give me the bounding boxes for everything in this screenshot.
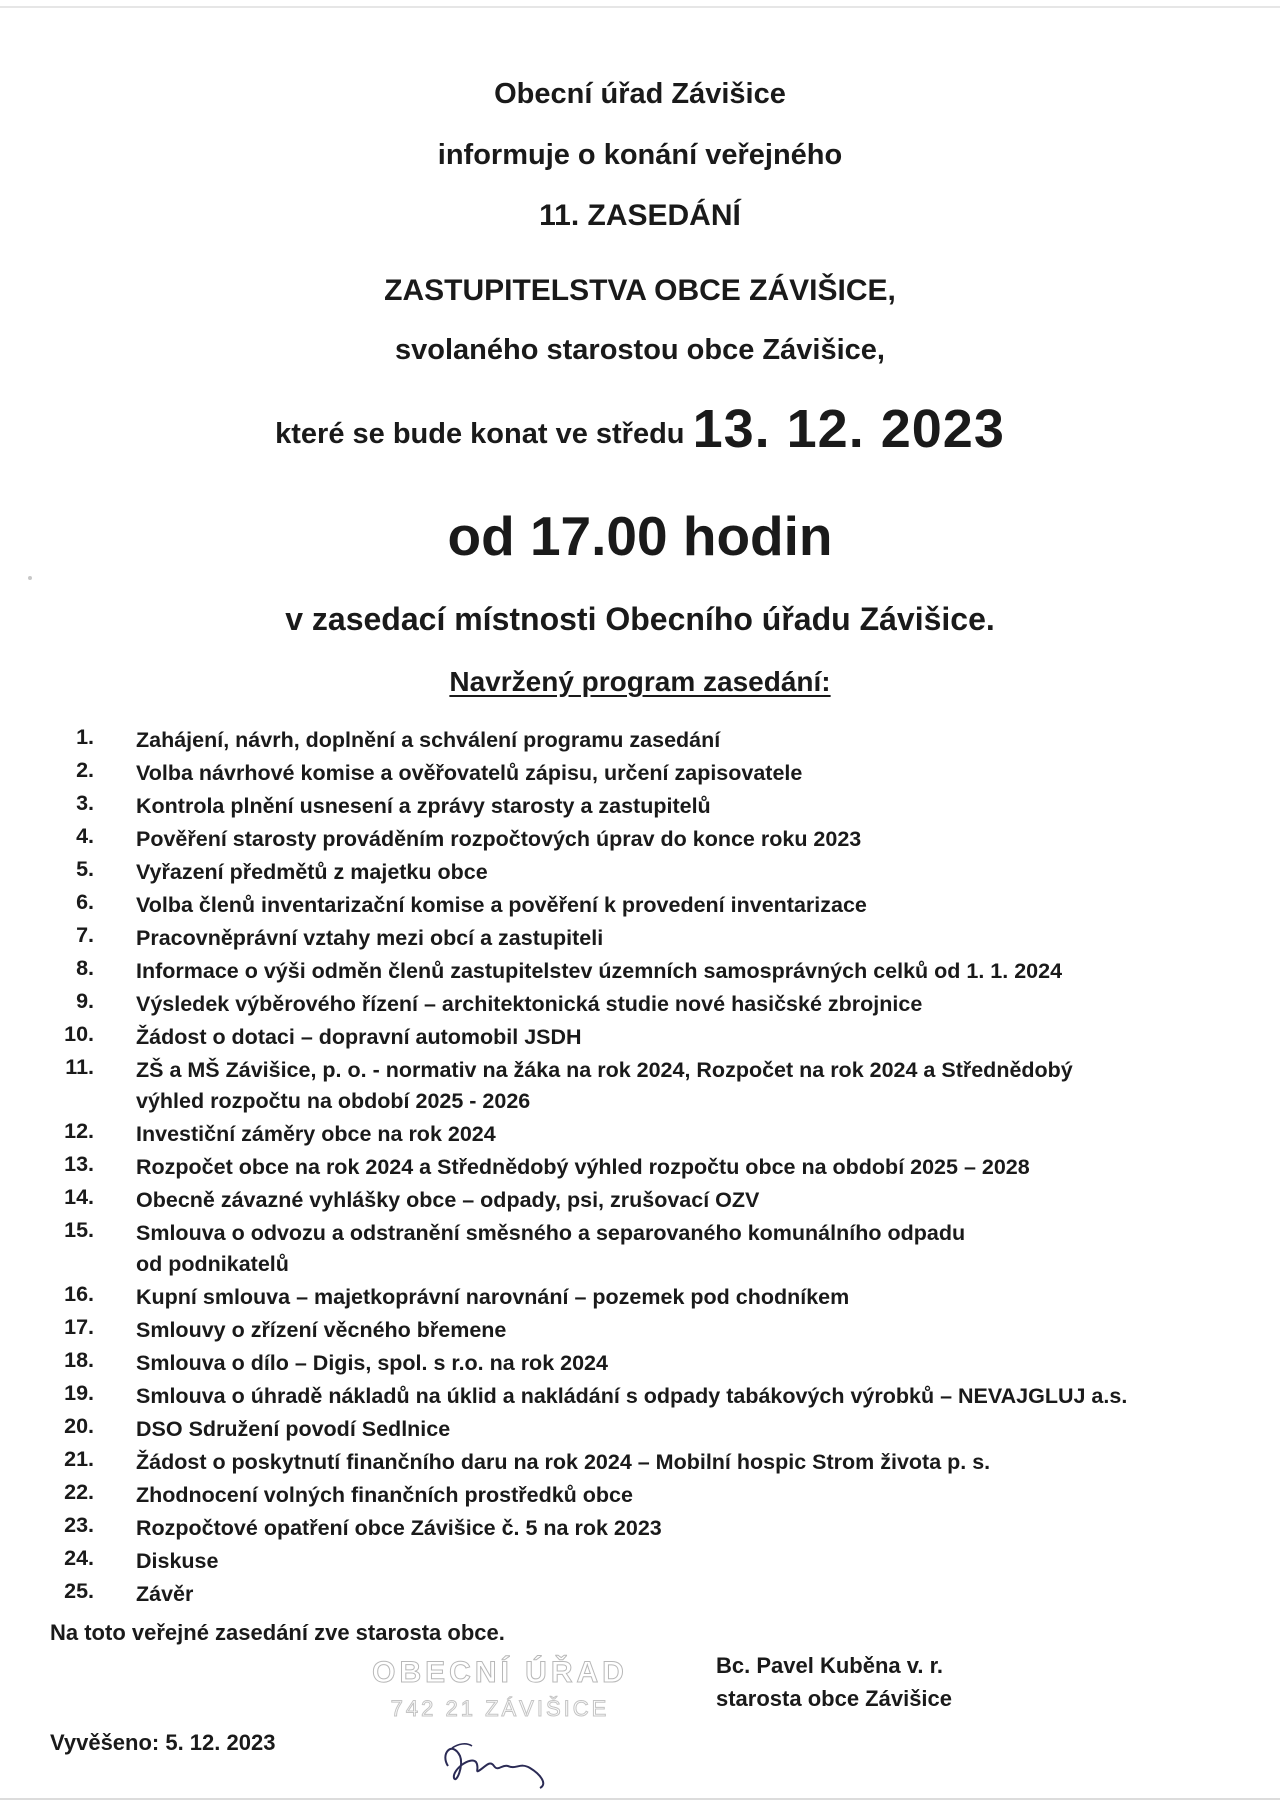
agenda-item-number: 21.: [64, 1447, 94, 1471]
agenda-item-text: [136, 1414, 1226, 1445]
session-time: od 17.00 hodin: [447, 505, 833, 567]
agenda-item: [0, 1411, 1280, 1444]
office-stamp: [360, 1656, 640, 1796]
agenda-item-text: [136, 1218, 1226, 1280]
agenda-item-line: Žádost o poskytnutí finančního daru na rok 2024 – Mobilní hospic Strom života p. s.: [136, 1450, 991, 1474]
agenda-item-text: [136, 1447, 1226, 1478]
agenda-item-number: 1.: [76, 725, 94, 749]
agenda-item-text: [136, 1119, 1226, 1150]
agenda-item-text: [136, 1348, 1226, 1379]
agenda-item: [0, 986, 1280, 1019]
agenda-item: [0, 1345, 1280, 1378]
signature-block: [716, 1649, 952, 1715]
agenda-item-number: 23.: [64, 1513, 94, 1537]
agenda-item: [0, 887, 1280, 920]
agenda-item-number: 10.: [64, 1022, 94, 1046]
signer-name: Bc. Pavel Kuběna v. r.: [716, 1653, 944, 1678]
agenda-item-text: [136, 1381, 1226, 1412]
signer-role: starosta obce Závišice: [716, 1686, 953, 1711]
session-date: 13. 12. 2023: [692, 399, 1005, 459]
agenda-item-text: [136, 857, 1226, 888]
invitation-text: Na toto veřejné zasedání zve starosta obce.: [50, 1620, 505, 1645]
handwritten-signature: [430, 1726, 560, 1796]
agenda-item-text: [136, 725, 1226, 756]
council-name: ZASTUPITELSTVA OBCE ZÁVIŠICE,: [384, 274, 896, 307]
agenda-item-text: [136, 956, 1226, 987]
agenda-item-line: Výsledek výběrového řízení – architektonická studie nové hasičské zbrojnice: [136, 992, 923, 1016]
agenda-item: [0, 1279, 1280, 1312]
agenda-item-text: [136, 1513, 1226, 1544]
agenda-item-number: 13.: [64, 1152, 94, 1176]
agenda-item-line: Volba návrhové komise a ověřovatelů zápisu, určení zapisovatele: [136, 761, 803, 785]
agenda-item-text: [136, 1152, 1226, 1183]
agenda-item-text: [136, 824, 1226, 855]
agenda-item-line-continued: od podnikatelů: [136, 1252, 289, 1276]
agenda-item-line: Smlouva o dílo – Digis, spol. s r.o. na rok 2024: [136, 1351, 608, 1375]
agenda-item: [0, 722, 1280, 755]
agenda-item: [0, 1510, 1280, 1543]
agenda-item-text: [136, 923, 1226, 954]
agenda-item-line: Smlouva o odvozu a odstranění směsného a separovaného komunálního odpadu: [136, 1221, 966, 1245]
agenda-item-number: 20.: [64, 1414, 94, 1438]
agenda-item-line: Rozpočtové opatření obce Závišice č. 5 na rok 2023: [136, 1516, 662, 1540]
agenda-item-number: 24.: [64, 1546, 94, 1570]
session-number: 11. ZASEDÁNÍ: [539, 199, 741, 232]
agenda-item: [0, 1444, 1280, 1477]
agenda-item-line: Zhodnocení volných finančních prostředků obce: [136, 1483, 633, 1507]
agenda-item-line: Žádost o dotaci – dopravní automobil JSDH: [136, 1025, 582, 1049]
agenda-item-line: Informace o výši odměn členů zastupitelstev územních samosprávných celků od 1. 1. 2024: [136, 959, 1063, 983]
agenda-item: [0, 920, 1280, 953]
agenda-item-text: [136, 1022, 1226, 1053]
agenda-item-line: Rozpočet obce na rok 2024 a Střednědobý výhled rozpočtu obce na období 2025 – 2028: [136, 1155, 1030, 1179]
agenda-item-line: Obecně závazné vyhlášky obce – odpady, psi, zrušovací OZV: [136, 1188, 760, 1212]
agenda-item-line: Kontrola plnění usnesení a zprávy starosty a zastupitelů: [136, 794, 711, 818]
agenda-item-text: [136, 1480, 1226, 1511]
scan-speck: [28, 576, 32, 580]
agenda-item: [0, 1182, 1280, 1215]
stamp-line-1: OBECNÍ ÚŘAD: [372, 1656, 628, 1689]
agenda-item-text: [136, 1282, 1226, 1313]
agenda-item-number: 18.: [64, 1348, 94, 1372]
agenda-item-number: 8.: [76, 956, 94, 980]
date-line: [0, 398, 1280, 460]
agenda-item-line: Pověření starosty prováděním rozpočtových úprav do konce roku 2023: [136, 827, 862, 851]
agenda-item-text: [136, 758, 1226, 789]
program-heading-text: Navržený program zasedání:: [449, 666, 831, 697]
agenda-item-line: Smlouva o úhradě nákladů na úklid a nakládání s odpady tabákových výrobků – NEVAJGLUJ a.s.: [136, 1384, 1128, 1408]
agenda-item-number: 6.: [76, 890, 94, 914]
agenda-item: [0, 821, 1280, 854]
agenda-item: [0, 953, 1280, 986]
agenda-item-number: 7.: [76, 923, 94, 947]
agenda-item-line: Smlouvy o zřízení věcného břemene: [136, 1318, 507, 1342]
agenda-item-number: 14.: [64, 1185, 94, 1209]
stamp-line-2: 742 21 ZÁVIŠICE: [390, 1696, 610, 1721]
scan-edge-top: [0, 6, 1280, 8]
agenda-item-text: [136, 1579, 1226, 1610]
agenda-item-number: 22.: [64, 1480, 94, 1504]
agenda-item-line: Pracovněprávní vztahy mezi obcí a zastupiteli: [136, 926, 604, 950]
agenda-item-line: Vyřazení předmětů z majetku obce: [136, 860, 488, 884]
agenda-item-number: 19.: [64, 1381, 94, 1405]
agenda-item-number: 25.: [64, 1579, 94, 1603]
session-place: v zasedací místnosti Obecního úřadu Závišice.: [285, 601, 995, 637]
agenda-item-number: 16.: [64, 1282, 94, 1306]
agenda-item: [0, 1215, 1280, 1279]
date-prefix: které se bude konat ve středu: [275, 418, 693, 450]
agenda-item-text: [136, 1185, 1226, 1216]
scan-edge-bottom: [0, 1798, 1280, 1800]
agenda-item: [0, 1543, 1280, 1576]
program-heading: [0, 666, 1280, 698]
agenda-item-line: Závěr: [136, 1582, 194, 1606]
agenda-item: [0, 1019, 1280, 1052]
agenda-item-line: DSO Sdružení povodí Sedlnice: [136, 1417, 451, 1441]
agenda-item-number: 12.: [64, 1119, 94, 1143]
agenda-item: [0, 788, 1280, 821]
agenda-item: [0, 1477, 1280, 1510]
convened-by: svolaného starostou obce Závišice,: [395, 334, 885, 366]
agenda-item: [0, 1116, 1280, 1149]
agenda-item-number: 11.: [65, 1055, 94, 1079]
office-name: Obecní úřad Závišice: [494, 78, 786, 110]
agenda-item: [0, 1052, 1280, 1116]
agenda-item-line: ZŠ a MŠ Závišice, p. o. - normativ na žáka na rok 2024, Rozpočet na rok 2024 a Střednědobý: [136, 1058, 1073, 1082]
agenda-item-number: 3.: [76, 791, 94, 815]
agenda-item-text: [136, 989, 1226, 1020]
agenda-item-line: Zahájení, návrh, doplnění a schválení programu zasedání: [136, 728, 721, 752]
agenda-item-number: 9.: [76, 989, 94, 1013]
agenda-item-number: 4.: [76, 824, 94, 848]
agenda-item-number: 17.: [64, 1315, 94, 1339]
agenda-item: [0, 1378, 1280, 1411]
posted-date: Vyvěšeno: 5. 12. 2023: [50, 1730, 276, 1755]
agenda-item-line: Volba členů inventarizační komise a pověření k provedení inventarizace: [136, 893, 867, 917]
agenda-item: [0, 755, 1280, 788]
agenda-item-number: 5.: [76, 857, 94, 881]
agenda-item: [0, 1149, 1280, 1182]
agenda-list: [0, 722, 1280, 1609]
agenda-item-text: [136, 1055, 1226, 1117]
agenda-item-line: Investiční záměry obce na rok 2024: [136, 1122, 496, 1146]
agenda-item-text: [136, 890, 1226, 921]
informs-line: informuje o konání veřejného: [437, 139, 843, 171]
agenda-item: [0, 1312, 1280, 1345]
agenda-item-text: [136, 791, 1226, 822]
agenda-item-line: Kupní smlouva – majetkoprávní narovnání – pozemek pod chodníkem: [136, 1285, 850, 1309]
agenda-item-number: 2.: [76, 758, 94, 782]
agenda-item-line: Diskuse: [136, 1549, 219, 1573]
agenda-item: [0, 854, 1280, 887]
agenda-item-line-continued: výhled rozpočtu na období 2025 - 2026: [136, 1089, 531, 1113]
agenda-item-text: [136, 1546, 1226, 1577]
agenda-item: [0, 1576, 1280, 1609]
agenda-item-text: [136, 1315, 1226, 1346]
agenda-item-number: 15.: [64, 1218, 94, 1242]
